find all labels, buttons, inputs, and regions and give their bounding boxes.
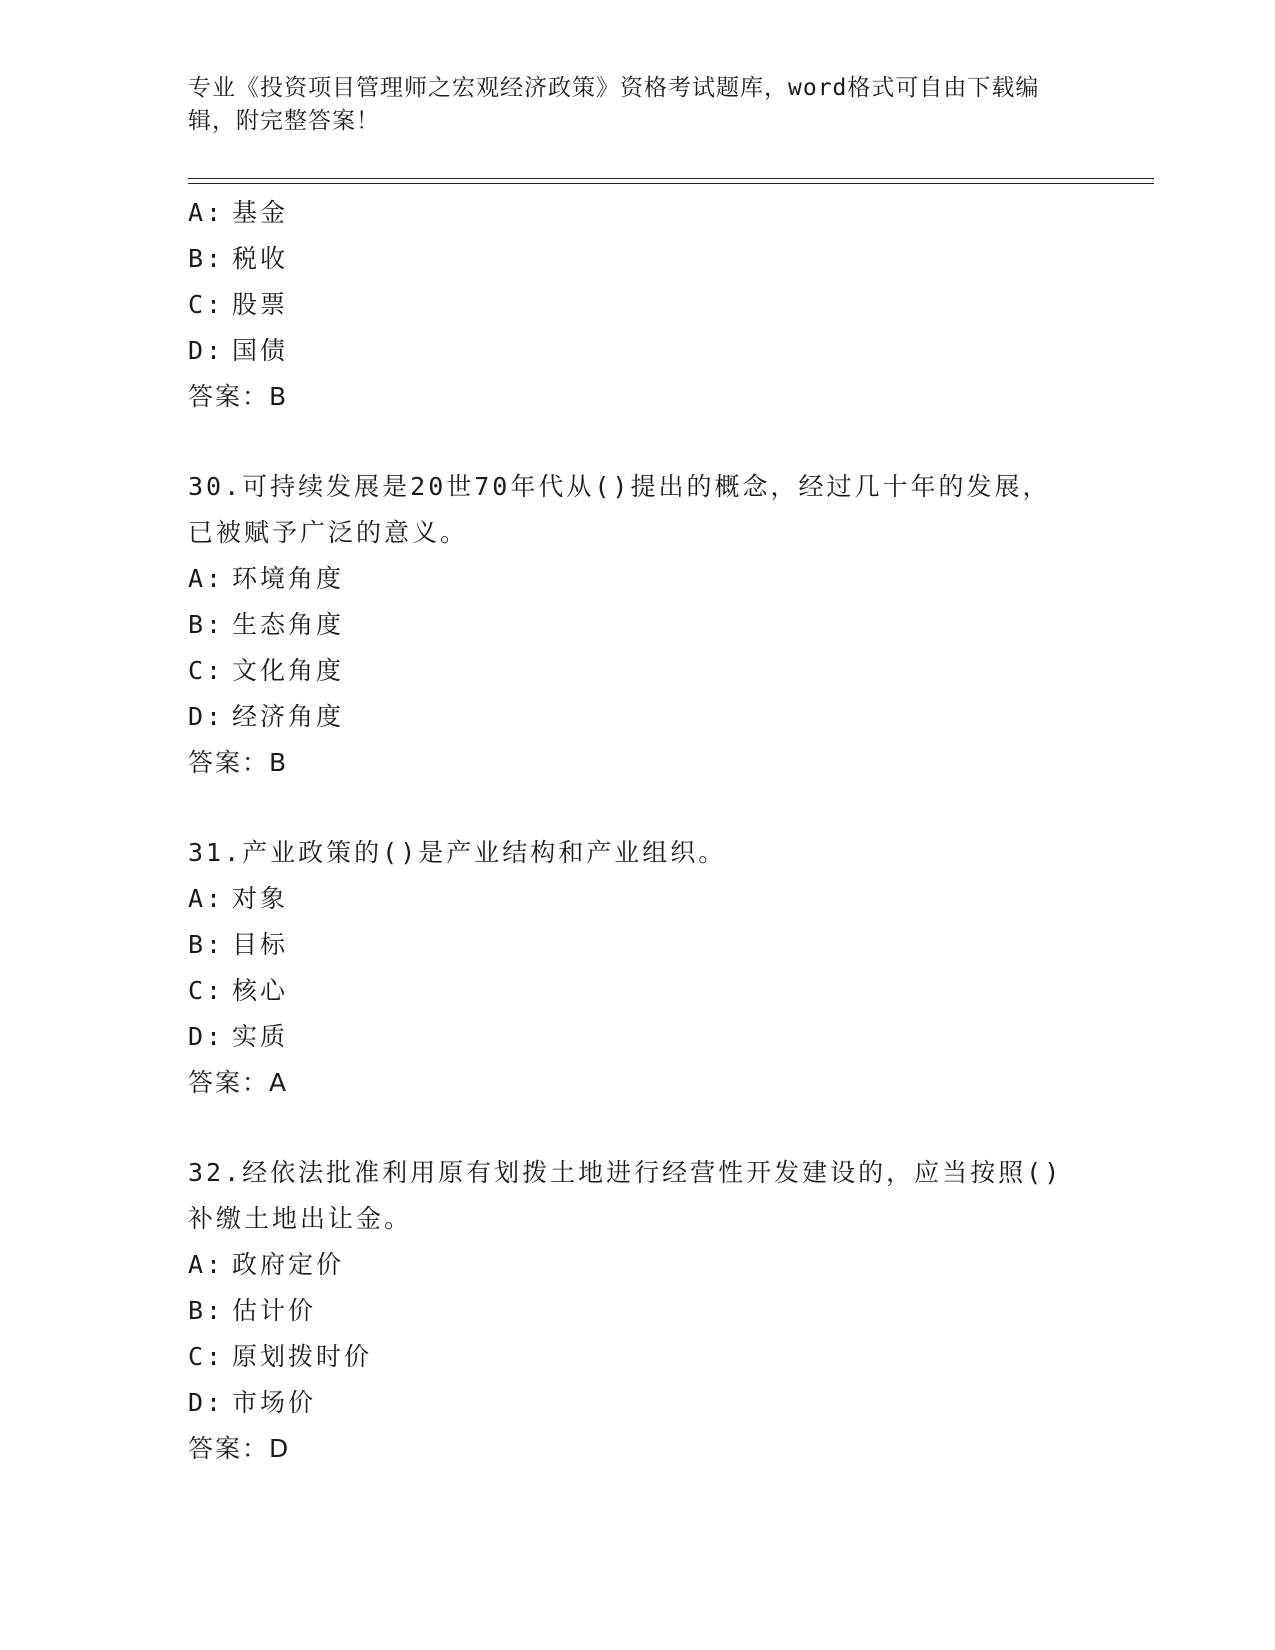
answer-line: 答案：B: [188, 382, 289, 411]
option-text: 股票: [232, 290, 289, 319]
option-d: [188, 1380, 1088, 1426]
option-c: [188, 648, 1088, 694]
option-b: [188, 922, 1088, 968]
question-text-line: 32.经依法批准利用原有划拨土地进行经营性开发建设的，应当按照(): [188, 1158, 1063, 1187]
answer-line: 答案：B: [188, 748, 289, 777]
option-letter: B:: [188, 1296, 225, 1325]
option-text: 政府定价: [232, 1250, 345, 1279]
question-text-line: 补缴土地出让金。: [188, 1204, 413, 1233]
option-a: [188, 1242, 1088, 1288]
option-a: [188, 876, 1088, 922]
option-text: 生态角度: [232, 610, 345, 639]
question-list: [188, 190, 1088, 1472]
option-letter: B:: [188, 930, 225, 959]
question-block-31: [188, 830, 1088, 1106]
option-text: 经济角度: [232, 702, 345, 731]
option-text: 实质: [232, 1022, 289, 1051]
option-letter: B:: [188, 244, 225, 273]
option-a: [188, 556, 1088, 602]
answer-line: 答案：D: [188, 1434, 291, 1463]
option-text: 核心: [232, 976, 289, 1005]
option-text: 国债: [232, 336, 289, 365]
option-d: [188, 1014, 1088, 1060]
option-text: 估计价: [232, 1296, 317, 1325]
header-divider-top: [188, 178, 1154, 179]
option-letter: A:: [188, 884, 225, 913]
option-d: [188, 694, 1088, 740]
header-line-2: 辑，附完整答案！: [188, 108, 380, 134]
option-letter: D:: [188, 702, 225, 731]
option-text: 税收: [232, 244, 289, 273]
option-text: 市场价: [232, 1388, 317, 1417]
option-text: 文化角度: [232, 656, 345, 685]
option-letter: A:: [188, 1250, 225, 1279]
option-letter: B:: [188, 610, 225, 639]
option-letter: D:: [188, 1388, 225, 1417]
option-letter: D:: [188, 336, 225, 365]
option-letter: C:: [188, 1342, 225, 1371]
option-b: [188, 1288, 1088, 1334]
option-letter: A:: [188, 198, 225, 227]
question-block-29: [188, 190, 1088, 420]
question-text-line: 30.可持续发展是20世70年代从()提出的概念，经过几十年的发展，: [188, 472, 1051, 501]
question-block-32: [188, 1150, 1088, 1472]
option-text: 环境角度: [232, 564, 345, 593]
option-c: [188, 282, 1088, 328]
option-a: [188, 190, 1088, 236]
question-text-line: 31.产业政策的()是产业结构和产业组织。: [188, 838, 727, 867]
question-block-30: [188, 464, 1088, 786]
option-letter: A:: [188, 564, 225, 593]
option-b: [188, 602, 1088, 648]
option-letter: C:: [188, 976, 225, 1005]
header-divider-bottom: [188, 183, 1154, 184]
option-text: 原划拨时价: [232, 1342, 373, 1371]
answer-line: 答案：A: [188, 1068, 289, 1097]
document-header: [188, 72, 1068, 138]
option-c: [188, 968, 1088, 1014]
option-letter: D:: [188, 1022, 225, 1051]
option-text: 对象: [232, 884, 289, 913]
option-letter: C:: [188, 290, 225, 319]
option-letter: C:: [188, 656, 225, 685]
option-b: [188, 236, 1088, 282]
question-text-line: 已被赋予广泛的意义。: [188, 518, 469, 547]
header-line-1: 专业《投资项目管理师之宏观经济政策》资格考试题库，word格式可自由下载编: [188, 75, 1040, 101]
option-d: [188, 328, 1088, 374]
option-text: 目标: [232, 930, 289, 959]
option-c: [188, 1334, 1088, 1380]
option-text: 基金: [232, 198, 289, 227]
